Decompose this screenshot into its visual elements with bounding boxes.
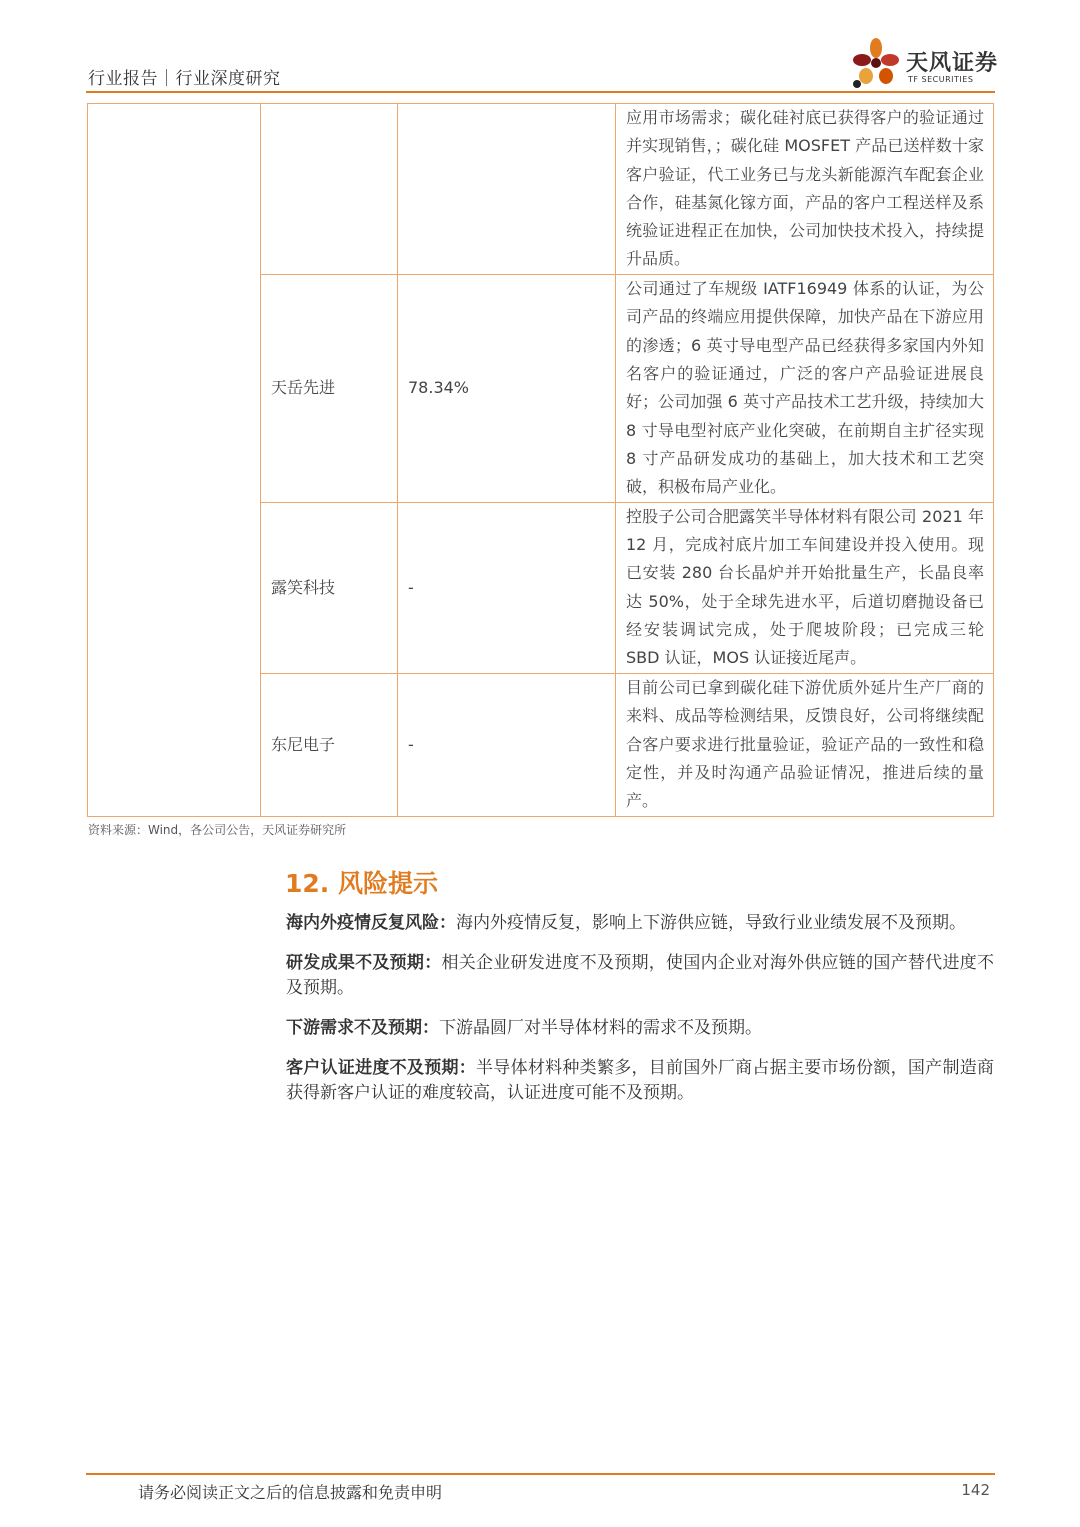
- risk-item: [286, 1016, 994, 1041]
- risk-label: 客户认证进度不及预期：: [286, 1058, 477, 1078]
- risk-label: 研发成果不及预期：: [286, 953, 442, 973]
- flower-logo-icon: [848, 34, 904, 92]
- footer-disclaimer: 请务必阅读正文之后的信息披露和免责申明: [138, 1483, 443, 1502]
- progress-cell: 公司通过了车规级 IATF16949 体系的认证，为公司产品的终端应用提供保障，加快产品在下游应用的渗透；6 英寸导电型产品已经获得多家国内外知名客户的验证通过，广泛的客户产品验证进展良好；公司加强 6 英寸产品技术工艺升级，持续加大 8 寸导电型衬底产业化突破，在前期自主扩径实现 8 寸产品研发成功的基础上，加大技术和工艺突破，积极布局产业化。: [616, 274, 994, 502]
- logo-name-en: TF SECURITIES: [908, 75, 974, 84]
- risk-text: 下游晶圆厂对半导体材料的需求不及预期。: [439, 1018, 762, 1038]
- risk-item: [286, 1056, 994, 1106]
- table-cell-empty: [88, 104, 261, 817]
- page-number: 142: [961, 1481, 990, 1499]
- progress-cell: 控股子公司合肥露笑半导体材料有限公司 2021 年 12 月，完成衬底片加工车间建设并投入使用。现已安装 280 台长晶炉并开始批量生产，长晶良率达 50%，处于全球先进水平，后道切磨抛设备已经安装调试完成，处于爬坡阶段；已完成三轮 SBD 认证，MOS 认证接近尾声。: [616, 502, 994, 673]
- company-cell: [261, 104, 398, 275]
- table-source: 资料来源：Wind，各公司公告，天风证券研究所: [88, 823, 347, 837]
- company-cell: 天岳先进: [261, 274, 398, 502]
- risk-text: 半导体材料种类繁多，目前国外厂商占据主要市场份额，国产制造商获得新客户认证的难度较高，认证进度可能不及预期。: [286, 1058, 995, 1103]
- ratio-cell: -: [398, 673, 616, 816]
- risk-item: [286, 951, 994, 1001]
- risk-label: 海内外疫情反复风险：: [286, 913, 456, 933]
- company-cell: 露笑科技: [261, 502, 398, 673]
- risk-text: 相关企业研发进度不及预期，使国内企业对海外供应链的国产替代进度不及预期。: [286, 953, 995, 998]
- progress-cell: 应用市场需求；碳化硅衬底已获得客户的验证通过并实现销售，；碳化硅 MOSFET 产品已送样数十家客户验证，代工业务已与龙头新能源汽车配套企业合作，硅基氮化镓方面，产品的客户工程送样及系统验证进程正在加快，公司加快技术投入，持续提升品质。: [616, 104, 994, 275]
- progress-cell: 目前公司已拿到碳化硅下游优质外延片生产厂商的来料、成品等检测结果，反馈良好，公司将继续配合客户要求进行批量验证，验证产品的一致性和稳定性，并及时沟通产品验证情况，推进后续的量产。: [616, 673, 994, 816]
- risk-text: 海内外疫情反复，影响上下游供应链，导致行业业绩发展不及预期。: [456, 913, 966, 933]
- footer-rule: [86, 1473, 995, 1475]
- risk-item: [286, 911, 994, 936]
- header-rule: [86, 91, 995, 93]
- table-row: [88, 104, 994, 275]
- risk-label: 下游需求不及预期：: [286, 1018, 439, 1038]
- ratio-cell: [398, 104, 616, 275]
- ratio-cell: -: [398, 502, 616, 673]
- company-progress-table: [87, 103, 994, 817]
- ratio-cell: 78.34%: [398, 274, 616, 502]
- report-header: 行业报告｜行业深度研究: [88, 69, 281, 89]
- logo-name-cn: 天风证券: [906, 51, 999, 76]
- section-title: 12. 风险提示: [285, 869, 438, 898]
- company-cell: 东尼电子: [261, 673, 398, 816]
- company-logo: [848, 34, 1008, 92]
